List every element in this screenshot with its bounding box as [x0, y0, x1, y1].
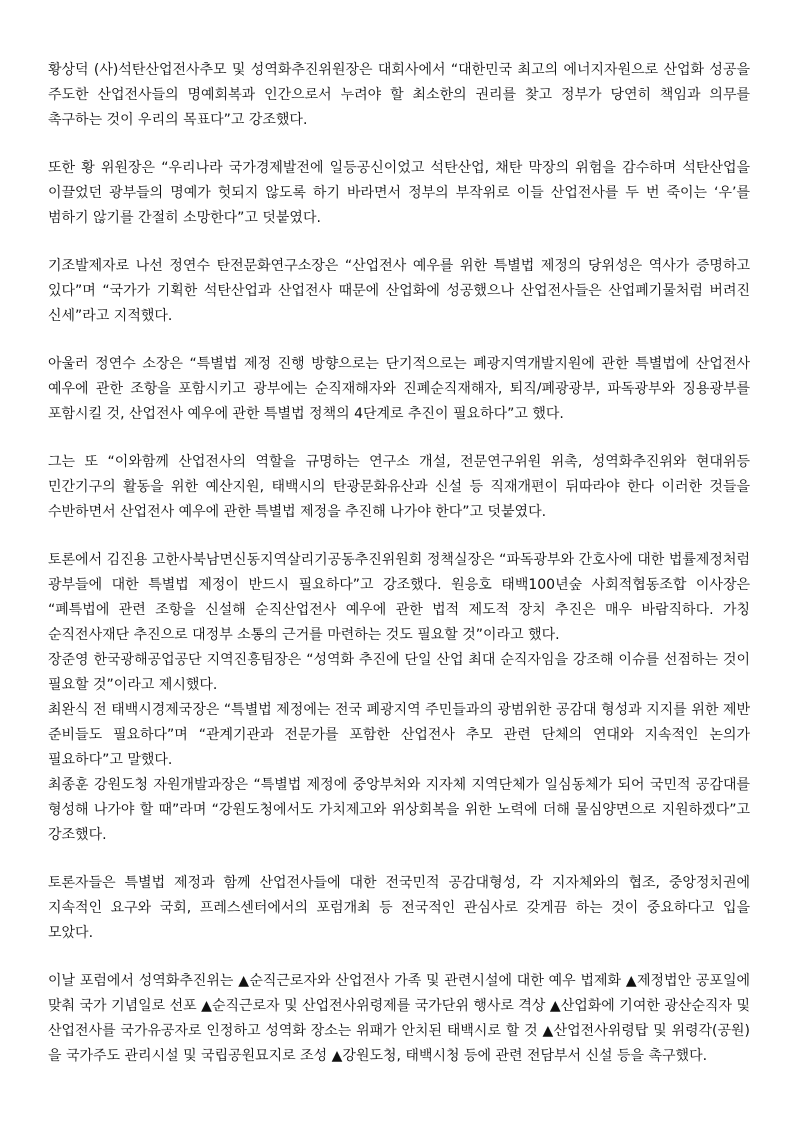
- paragraph-discussion-3: 최완식 전 태백시경제국장은 “특별법 제정에는 전국 폐광지역 주민들과의 광범위한 공감대 형성과 지지를 위한 제반 준비들도 필요하다”며 “관계기관과 전문가를 포함한 산업전사 추모 관련 단체의 연대와 지속적인 논의가 필요하다”고 말했다.: [48, 702, 750, 768]
- paragraph-discussion-2: 장준영 한국광해공업공단 지역진흥팀장은 “성역화 추진에 단일 산업 최대 순직자임을 강조해 이슈를 선점하는 것이 필요할 것”이라고 제시했다.: [48, 652, 750, 693]
- paragraph-keynote: 기조발제자로 나선 정연수 탄전문화연구소장은 “산업전사 예우를 위한 특별법 제정의 당위성은 역사가 증명하고 있다”며 “국가가 기획한 석탄산업과 산업전사 때문에 산업화에 성공했으나 산업전사들은 산업폐기물처럼 버려진 신세”라고 지적했다.: [48, 258, 750, 324]
- paragraph-discussion-4: 최종훈 강원도청 자원개발과장은 “특별법 제정에 중앙부처와 지자체 지역단체가 일심동체가 되어 국민적 공감대를 형성해 나가야 할 때”라며 “강원도청에서도 가치제고와 위상회복을 위한 노력에 더해 물심양면으로 지원하겠다”고 강조했다.: [48, 777, 750, 843]
- paragraph-demands: 이날 포럼에서 성역화추진위는 ▲순직근로자와 산업전사 가족 및 관련시설에 대한 예우 법제화 ▲제정법안 공포일에 맞춰 국가 기념일로 선포 ▲순직근로자 및 산업전사위령제를 국가단위 행사로 격상 ▲산업화에 기여한 광산순직자 및 산업전사를 국가유공자로 인정하고 성역화 장소는 위패가 안치된 태백시로 할 것 ▲산업전사위령탑 및 위령각(공원)을 국가주도 관리시설 및 국립공원묘지로 조성 ▲강원도청, 태백시청 등에 관련 전담부서 신설 등을 촉구했다.: [48, 973, 750, 1064]
- paragraph-chairman-remarks: 또한 황 위원장은 “우리나라 국가경제발전에 일등공신이었고 석탄산업, 채탄 막장의 위험을 감수하며 석탄산업을 이끌었던 광부들의 명예가 헛되지 않도록 하기 바라면서 정부의 부작위로 이들 산업전사를 두 번 죽이는 ‘우’를 범하기 않기를 간절히 소망한다”고 덧붙였다.: [48, 160, 750, 226]
- paragraph-opening-address: 황상덕 (사)석탄산업전사추모 및 성역화추진위원장은 대회사에서 “대한민국 최고의 에너지자원으로 산업화 성공을 주도한 산업전사들의 명예회복과 인간으로서 누려야 할 최소한의 권리를 찾고 정부가 당연히 책임과 의무를 촉구하는 것이 우리의 목표다”고 강조했다.: [48, 62, 750, 128]
- paragraph-discussion-1: 토론에서 김진용 고한사북남면신동지역살리기공동추진위원회 정책실장은 “파독광부와 간호사에 대한 법률제정처럼 광부들에 대한 특별법 제정이 반드시 필요하다”고 강조했다. 원응호 태백100년숲 사회적협동조합 이사장은 “폐특법에 관련 조항을 신설해 순직산업전사 예우에 관한 법적 제도적 장치 추진은 매우 바람직하다. 가칭 순직전사재단 추진으로 대정부 소통의 근거를 마련하는 것도 필요할 것”이라고 했다.: [48, 552, 750, 643]
- paragraph-consensus: 토론자들은 특별법 제정과 함께 산업전사들에 대한 전국민적 공감대형성, 각 지자체와의 협조, 중앙정치권에 지속적인 요구와 국회, 프레스센터에서의 포럼개최 등 전국적인 관심사로 갖게끔 하는 것이 중요하다고 입을 모았다.: [48, 875, 750, 941]
- paragraph-keynote-direction: 아울러 정연수 소장은 “특별법 제정 진행 방향으로는 단기적으로는 폐광지역개발지원에 관한 특별법에 산업전사 예우에 관한 조항을 포함시키고 광부에는 순직재해자와 진폐순직재해자, 퇴직/폐광광부, 파독광부와 징용광부를 포함시킬 것, 산업전사 예우에 관한 특별법 정책의 4단계로 추진이 필요하다”고 했다.: [48, 356, 750, 422]
- paragraph-keynote-addition: 그는 또 “이와함께 산업전사의 역할을 규명하는 연구소 개설, 전문연구위원 위촉, 성역화추진위와 현대위등 민간기구의 활동을 위한 예산지원, 태백시의 탄광문화유산과 신설 등 직재개편이 뒤따라야 한다 이러한 것들을 수반하면서 산업전사 예우에 관한 특별법 제정을 추진해 나가야 한다”고 덧붙였다.: [48, 454, 750, 520]
- article-body: [48, 58, 750, 1092]
